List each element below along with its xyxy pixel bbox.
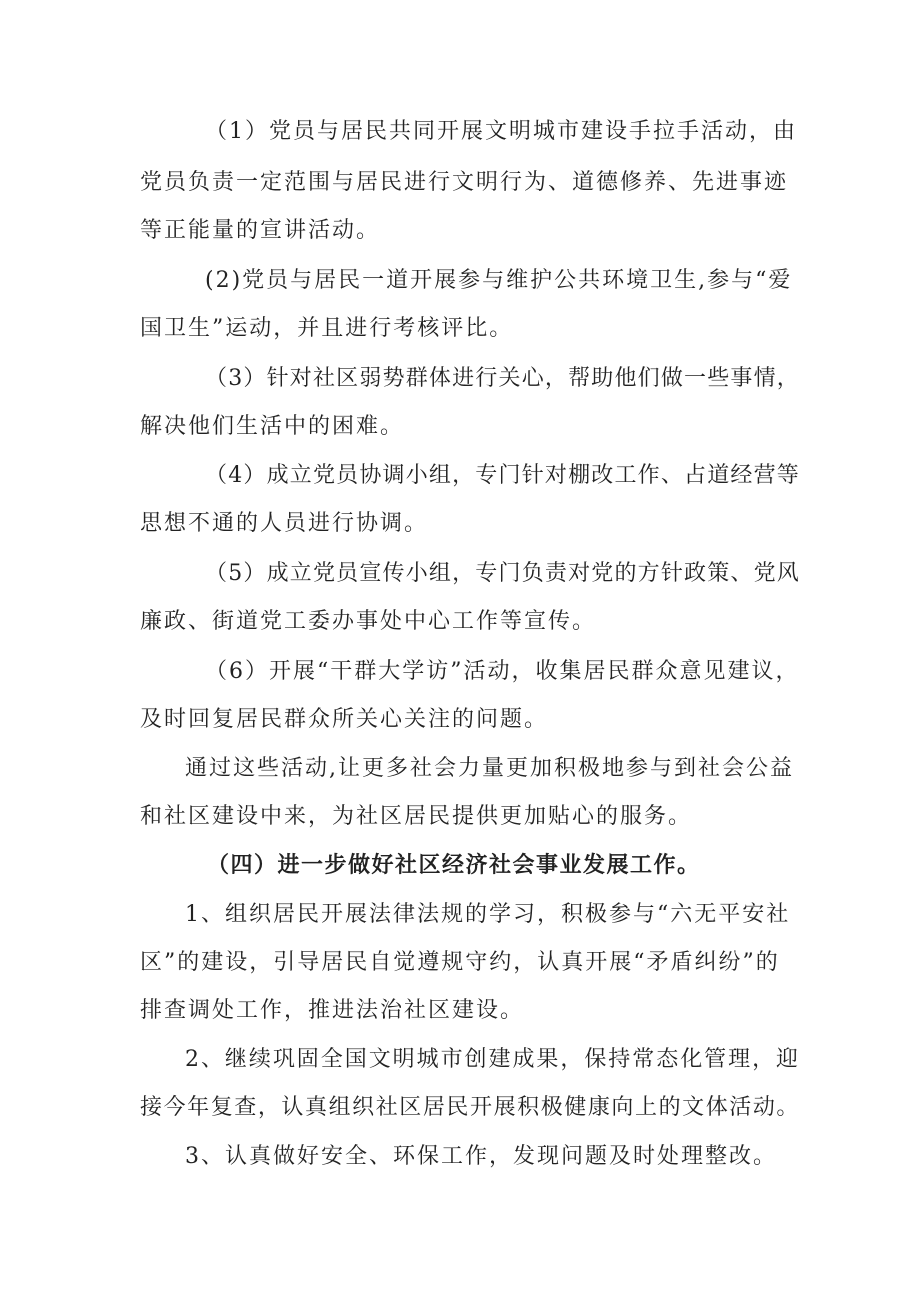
paragraph-4-line-1: （4）成立党员协调小组，专门针对棚改工作、占道经营等 xyxy=(205,463,800,488)
paragraph-7-line-1: 通过这些活动,让更多社会力量更加积极地参与到社会公益 xyxy=(185,756,794,781)
item-1-line-2: 区”的建设，引导居民自觉遵规守约，认真开展“矛盾纠纷”的 xyxy=(140,950,780,975)
paragraph-3-line-2: 解决他们生活中的困难。 xyxy=(140,414,405,439)
section-heading: （四）进一步做好社区经济社会事业发展工作。 xyxy=(207,852,701,878)
item-1-line-3: 排查调处工作，推进法治社区建设。 xyxy=(140,998,525,1023)
paragraph-2-line-2: 国卫生”运动，并且进行考核评比。 xyxy=(140,316,514,341)
item-3-line-1: 3、认真做好安全、环保工作，发现问题及时处理整改。 xyxy=(185,1144,777,1169)
paragraph-1-line-1: （1）党员与居民共同开展文明城市建设手拉手活动，由 xyxy=(205,119,797,144)
paragraph-5-line-1: （5）成立党员宣传小组，专门负责对党的方针政策、党风 xyxy=(205,561,800,586)
paragraph-6-line-2: 及时回复居民群众所关心关注的问题。 xyxy=(140,707,549,732)
item-2-line-1: 2、继续巩固全国文明城市创建成果，保持常态化管理，迎 xyxy=(185,1047,800,1072)
item-2-line-2: 接今年复查，认真组织社区居民开展积极健康向上的文体活动。 xyxy=(140,1095,801,1120)
paragraph-4-line-2: 思想不通的人员进行协调。 xyxy=(140,511,429,536)
item-1-line-1: 1、组织居民开展法律法规的学习，积极参与“六无平安社 xyxy=(185,902,791,927)
paragraph-2-line-1: (2)党员与居民一道开展参与维护公共环境卫生,参与“爱 xyxy=(205,268,793,293)
paragraph-5-line-2: 廉政、街道党工委办事处中心工作等宣传。 xyxy=(140,609,597,634)
paragraph-3-line-1: （3）针对社区弱势群体进行关心，帮助他们做一些事情， xyxy=(205,366,800,391)
paragraph-7-line-2: 和社区建设中来，为社区居民提供更加贴心的服务。 xyxy=(140,804,693,829)
paragraph-1-line-3: 等正能量的宣讲活动。 xyxy=(140,218,381,243)
paragraph-1-line-2: 党员负责一定范围与居民进行文明行为、道德修养、先进事迹 xyxy=(140,170,789,195)
paragraph-6-line-1: （6）开展“干群大学访”活动，收集居民群众意见建议， xyxy=(205,659,800,684)
